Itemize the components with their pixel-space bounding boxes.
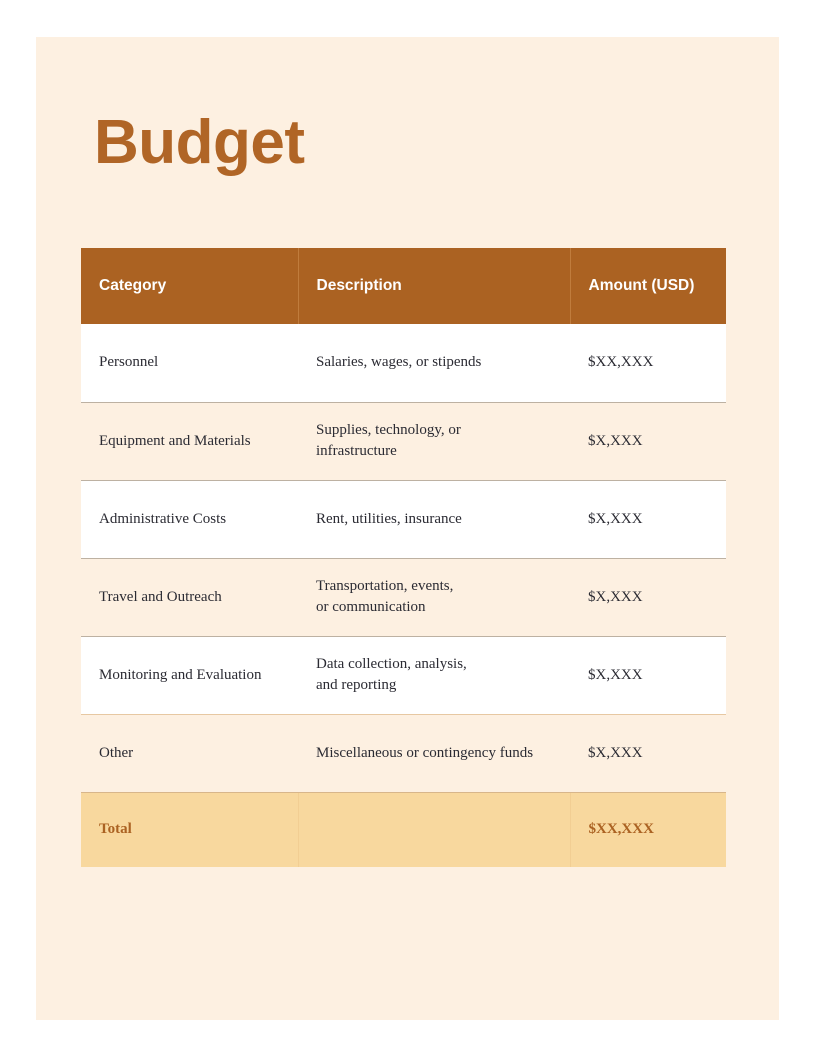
description-line-2: or communication: [316, 599, 426, 615]
cell-description: [298, 324, 570, 402]
description-line-2: infrastructure: [316, 443, 397, 459]
budget-table: [81, 248, 726, 867]
cell-description: [298, 558, 570, 636]
cell-description: [298, 402, 570, 480]
document-page: [36, 37, 779, 1020]
column-header-amount: Amount (USD): [570, 248, 726, 324]
cell-category: Other: [81, 714, 298, 792]
cell-amount: $X,XXX: [570, 558, 726, 636]
page-title: Budget: [94, 108, 305, 177]
table-header-row: [81, 248, 726, 324]
cell-category: Personnel: [81, 324, 298, 402]
table-row: [81, 558, 726, 636]
cell-amount: $X,XXX: [570, 636, 726, 714]
cell-category: Monitoring and Evaluation: [81, 636, 298, 714]
cell-category: Equipment and Materials: [81, 402, 298, 480]
description-line-2: and reporting: [316, 677, 397, 693]
cell-description: [298, 480, 570, 558]
cell-amount: $XX,XXX: [570, 324, 726, 402]
table-body: [81, 324, 726, 867]
table-row: [81, 324, 726, 402]
cell-amount: $X,XXX: [570, 402, 726, 480]
table-row: [81, 402, 726, 480]
cell-total-amount: $XX,XXX: [570, 792, 726, 867]
description-line-1: Supplies, technology, or: [316, 422, 461, 439]
table-row: [81, 480, 726, 558]
cell-description: [298, 636, 570, 714]
cell-total-description: [298, 792, 570, 867]
cell-category: Administrative Costs: [81, 480, 298, 558]
description-line-1: Data collection, analysis,: [316, 656, 467, 673]
description-line-1: Miscellaneous or contingency funds: [316, 744, 534, 761]
description-line-1: Rent, utilities, insurance: [316, 510, 462, 527]
cell-description: [298, 714, 570, 792]
table-row: [81, 714, 726, 792]
description-line-1: Transportation, events,: [316, 578, 454, 595]
cell-category: Travel and Outreach: [81, 558, 298, 636]
description-line-1: Salaries, wages, or stipends: [316, 354, 482, 371]
table-total-row: [81, 792, 726, 867]
column-header-description: Description: [298, 248, 570, 324]
table-header: [81, 248, 726, 324]
cell-amount: $X,XXX: [570, 480, 726, 558]
cell-amount: $X,XXX: [570, 714, 726, 792]
cell-total-label: Total: [81, 792, 298, 867]
column-header-category: Category: [81, 248, 298, 324]
table-row: [81, 636, 726, 714]
